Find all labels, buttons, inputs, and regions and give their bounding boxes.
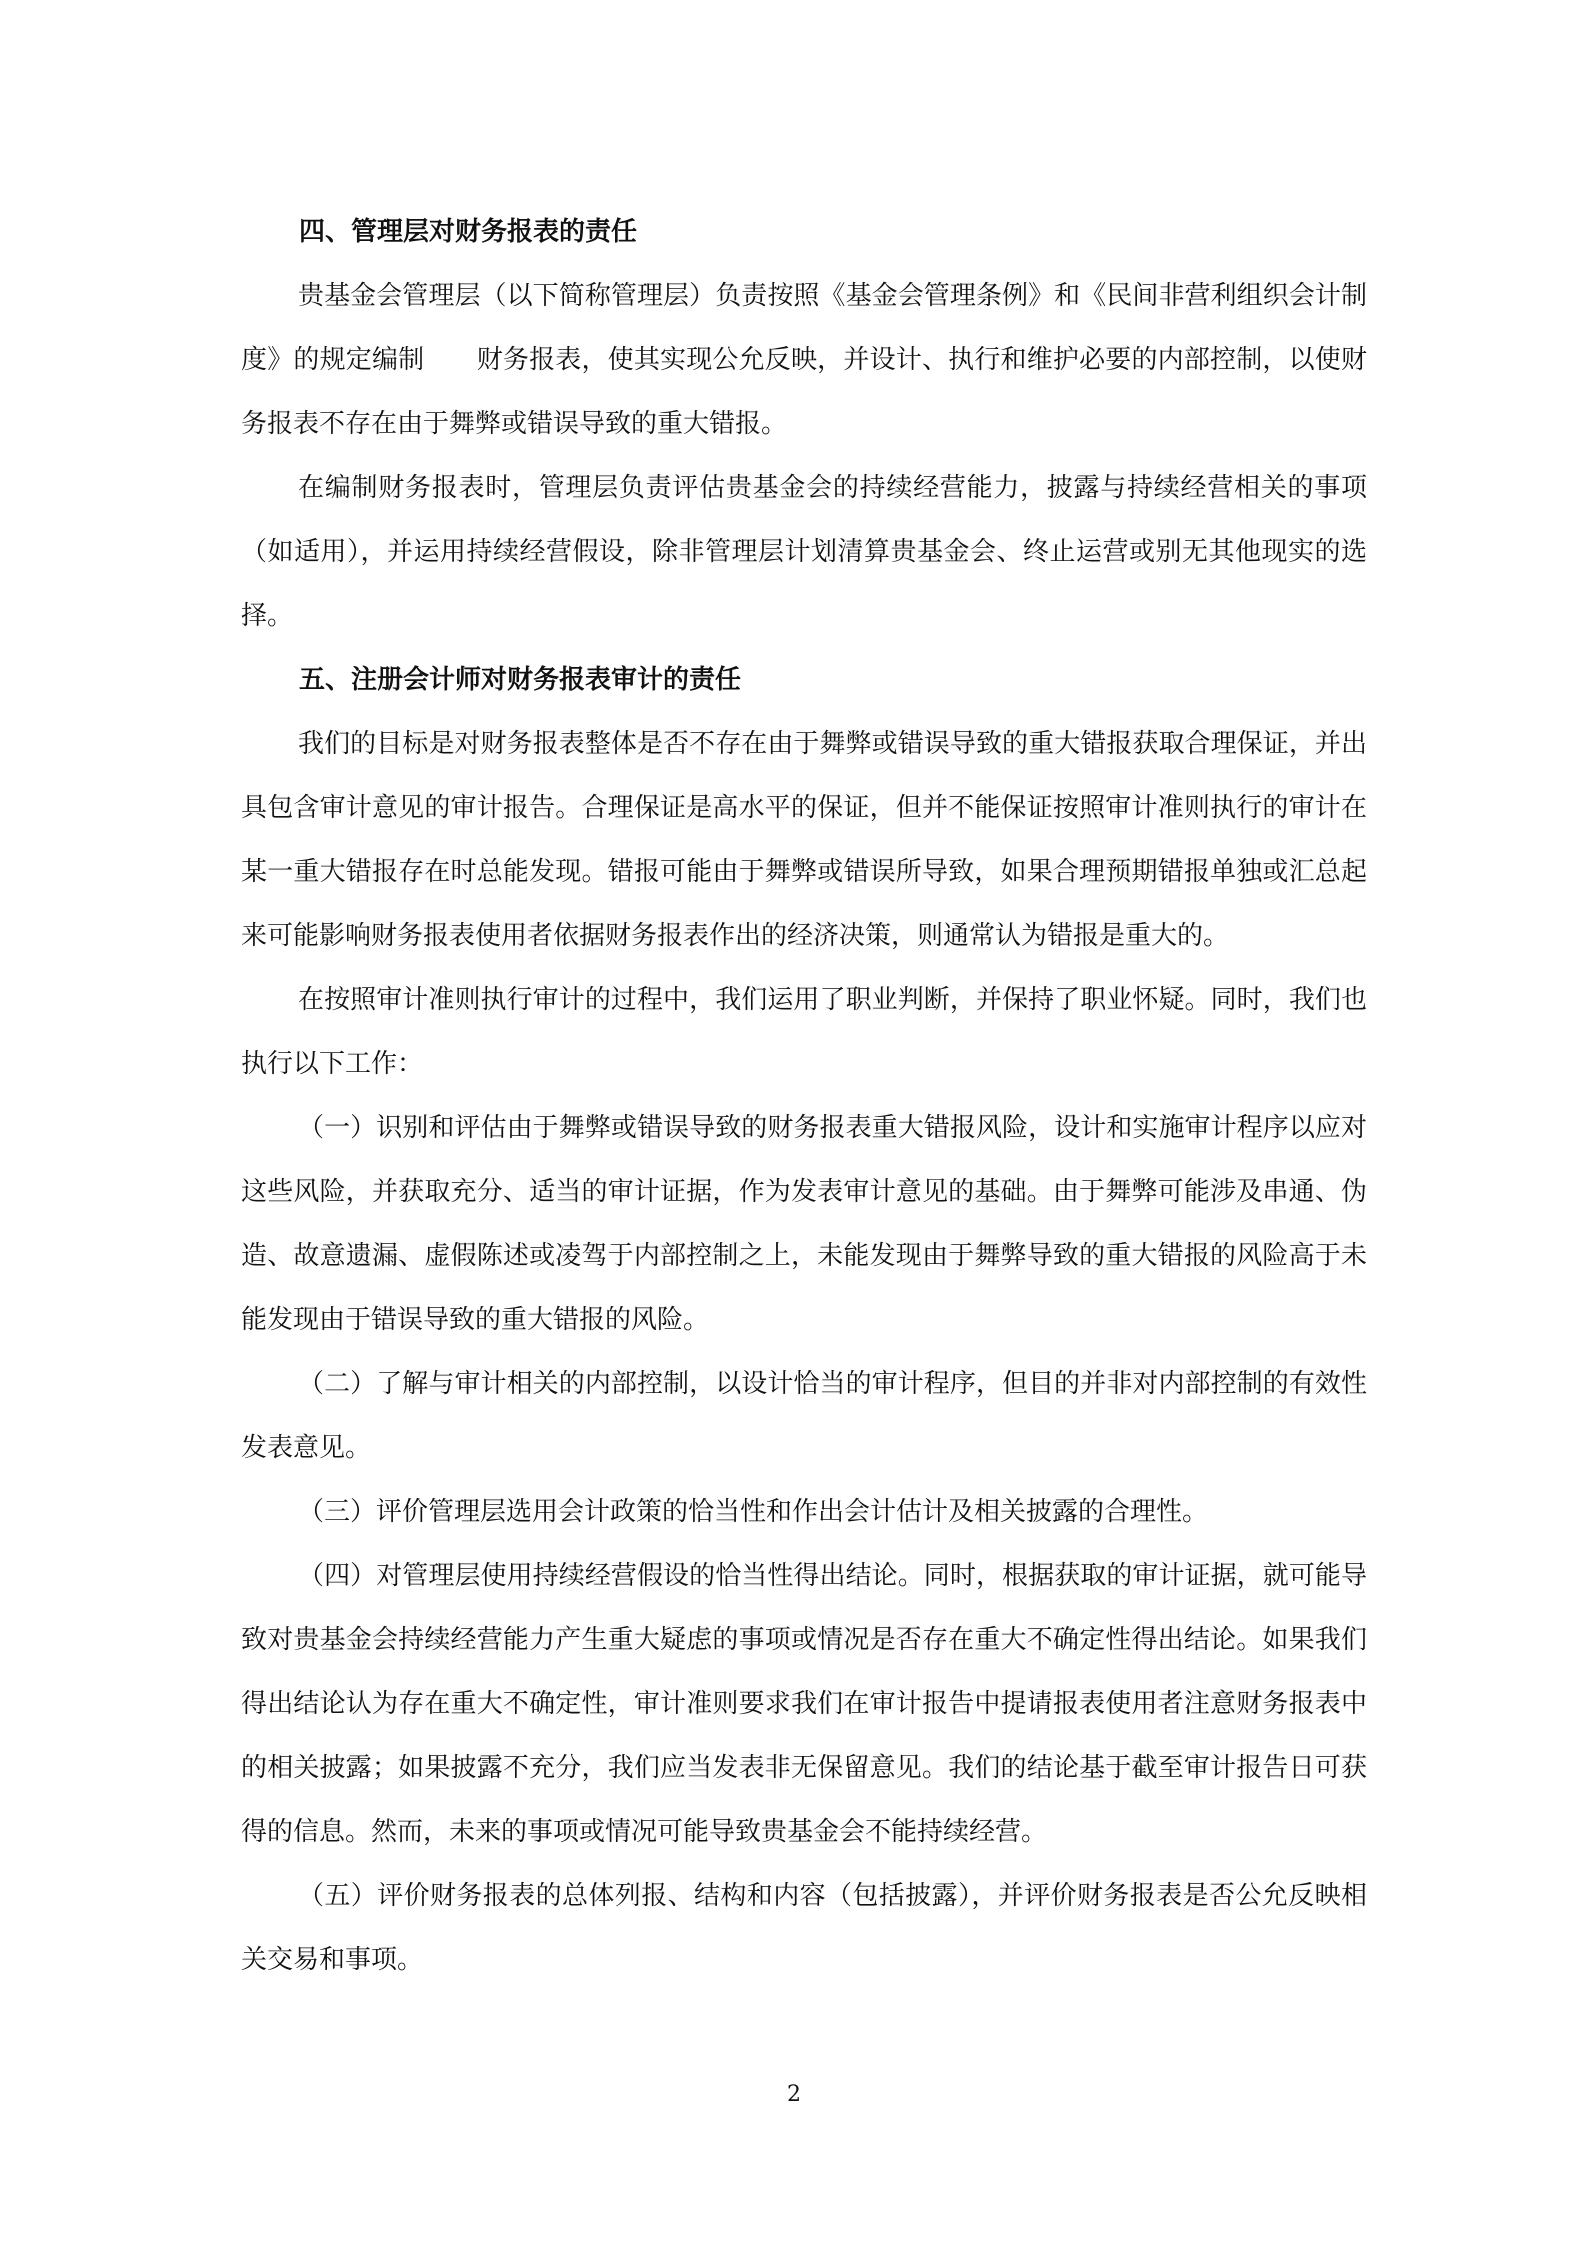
section-heading-management-responsibility: 四、管理层对财务报表的责任: [299, 217, 638, 247]
paragraph: 在按照审计准则执行审计的过程中，我们运用了职业判断，并保持了职业怀疑。同时，我们也执行以下工作：: [241, 985, 1367, 1079]
paragraph: 在编制财务报表时，管理层负责评估贵基金会的持续经营能力，披露与持续经营相关的事项（如适用），并运用持续经营假设，除非管理层计划清算贵基金会、终止运营或别无其他现实的选择。: [241, 473, 1367, 631]
paragraph: 贵基金会管理层（以下简称管理层）负责按照《基金会管理条例》和《民间非营利组织会计制度》的规定编制 财务报表，使其实现公允反映，并设计、执行和维护必要的内部控制，以使财务报表不存在由于舞弊或错误导致的重大错报。: [241, 281, 1367, 439]
page-number: 2: [787, 2082, 801, 2107]
paragraph-item-2: （二）了解与审计相关的内部控制，以设计恰当的审计程序，但目的并非对内部控制的有效性发表意见。: [241, 1369, 1367, 1463]
section-heading-auditor-responsibility: 五、注册会计师对财务报表审计的责任: [299, 665, 742, 695]
paragraph-item-4: （四）对管理层使用持续经营假设的恰当性得出结论。同时，根据获取的审计证据，就可能导致对贵基金会持续经营能力产生重大疑虑的事项或情况是否存在重大不确定性得出结论。如果我们得出结论认为存在重大不确定性，审计准则要求我们在审计报告中提请报表使用者注意财务报表中的相关披露；如果披露不充分，我们应当发表非无保留意见。我们的结论基于截至审计报告日可获得的信息。然而，未来的事项或情况可能导致贵基金会不能持续经营。: [241, 1561, 1367, 1847]
document-body: [241, 200, 1367, 1992]
paragraph: 我们的目标是对财务报表整体是否不存在由于舞弊或错误导致的重大错报获取合理保证，并出具包含审计意见的审计报告。合理保证是高水平的保证，但并不能保证按照审计准则执行的审计在某一重大错报存在时总能发现。错报可能由于舞弊或错误所导致，如果合理预期错报单独或汇总起来可能影响财务报表使用者依据财务报表作出的经济决策，则通常认为错报是重大的。: [241, 729, 1367, 951]
paragraph-item-3: （三）评价管理层选用会计政策的恰当性和作出会计估计及相关披露的合理性。: [298, 1497, 1209, 1527]
paragraph-item-1: （一）识别和评估由于舞弊或错误导致的财务报表重大错报风险，设计和实施审计程序以应对这些风险，并获取充分、适当的审计证据，作为发表审计意见的基础。由于舞弊可能涉及串通、伪造、故意遗漏、虚假陈述或凌驾于内部控制之上，未能发现由于舞弊导致的重大错报的风险高于未能发现由于错误导致的重大错报的风险。: [241, 1113, 1367, 1335]
paragraph-item-5: （五）评价财务报表的总体列报、结构和内容（包括披露），并评价财务报表是否公允反映相关交易和事项。: [241, 1881, 1367, 1975]
